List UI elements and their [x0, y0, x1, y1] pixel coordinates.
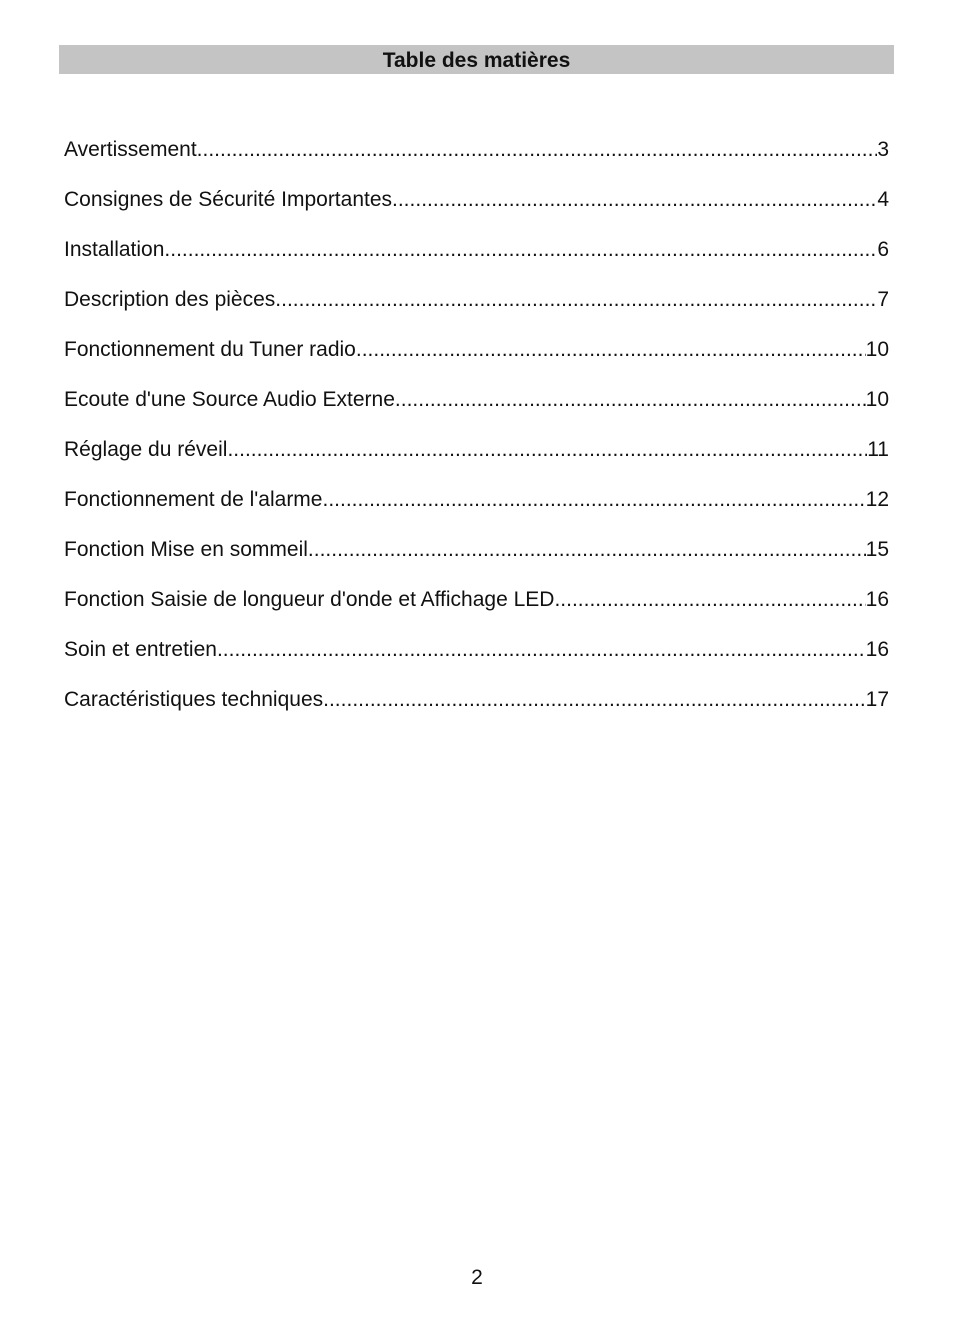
- toc-dot-leader: [323, 684, 866, 716]
- toc-dot-leader: [308, 534, 866, 566]
- toc-entry-page: 16: [865, 588, 889, 611]
- toc-entry-label: Fonctionnement du Tuner radio: [64, 338, 356, 361]
- toc-entry-page: 10: [865, 338, 889, 361]
- toc-entry-label: Consignes de Sécurité Importantes: [64, 188, 393, 211]
- toc-entry-alarme[interactable]: [64, 484, 889, 534]
- toc-entry-reglage-reveil[interactable]: [64, 434, 889, 484]
- toc-entry-page: 7: [877, 288, 889, 311]
- page-number: 2: [471, 1266, 483, 1289]
- toc-entry-soin-entretien[interactable]: [64, 634, 889, 684]
- toc-dot-leader: [322, 484, 865, 516]
- toc-entry-page: 17: [865, 688, 889, 711]
- toc-entry-label: Fonction Saisie de longueur d'onde et Affichage LED: [64, 588, 555, 611]
- toc-dot-leader: [395, 384, 866, 416]
- table-of-contents: [64, 134, 889, 734]
- toc-dot-leader: [554, 584, 865, 616]
- toc-entry-label: Fonction Mise en sommeil: [64, 538, 308, 561]
- toc-entry-page: 15: [865, 538, 889, 561]
- toc-entry-page: 10: [865, 388, 889, 411]
- toc-dot-leader: [164, 234, 877, 266]
- toc-dot-leader: [392, 184, 877, 216]
- toc-entry-page: 3: [877, 138, 889, 161]
- toc-entry-label: Réglage du réveil: [64, 438, 228, 461]
- toc-dot-leader: [356, 334, 866, 366]
- toc-entry-installation[interactable]: [64, 234, 889, 284]
- page-title: Table des matières: [59, 45, 894, 74]
- toc-entry-page: 12: [865, 488, 889, 511]
- toc-entry-consignes-securite[interactable]: [64, 184, 889, 234]
- toc-dot-leader: [227, 434, 867, 466]
- toc-entry-longueur-onde-led[interactable]: [64, 584, 889, 634]
- toc-entry-label: Caractéristiques techniques: [64, 688, 324, 711]
- toc-entry-description-pieces[interactable]: [64, 284, 889, 334]
- toc-entry-caracteristiques[interactable]: [64, 684, 889, 734]
- toc-entry-page: 11: [867, 438, 889, 461]
- toc-entry-page: 16: [865, 638, 889, 661]
- toc-entry-page: 6: [877, 238, 889, 261]
- toc-entry-label: Avertissement: [64, 138, 197, 161]
- toc-entry-label: Ecoute d'une Source Audio Externe: [64, 388, 395, 411]
- toc-dot-leader: [217, 634, 866, 666]
- toc-dot-leader: [275, 284, 877, 316]
- toc-dot-leader: [197, 134, 878, 166]
- toc-entry-label: Soin et entretien: [64, 638, 217, 661]
- toc-entry-label: Fonctionnement de l'alarme: [64, 488, 323, 511]
- toc-entry-tuner-radio[interactable]: [64, 334, 889, 384]
- toc-entry-page: 4: [877, 188, 889, 211]
- toc-entry-label: Description des pièces: [64, 288, 276, 311]
- toc-entry-avertissement[interactable]: [64, 134, 889, 184]
- toc-entry-label: Installation: [64, 238, 165, 261]
- toc-entry-mise-en-sommeil[interactable]: [64, 534, 889, 584]
- toc-entry-source-audio-externe[interactable]: [64, 384, 889, 434]
